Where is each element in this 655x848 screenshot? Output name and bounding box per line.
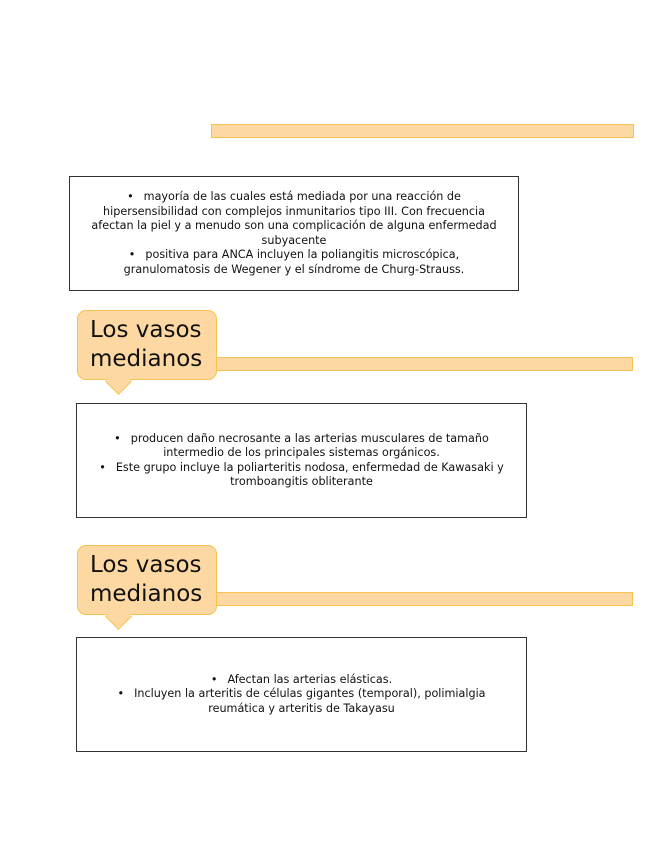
section3-bullet-2: • Incluyen la arteritis de células gigantes (temporal), polimialgia reumática y arteritis de Takayasu — [95, 687, 508, 716]
section3-bullet-1: • Afectan las arterias elásticas. — [95, 673, 508, 688]
section2-heading-line1: Los vasos — [90, 317, 202, 343]
section2-heading-line2: medianos — [90, 346, 203, 372]
section2-text-box — [76, 403, 527, 518]
section1-bullet-1: • mayoría de las cuales está mediada por una reacción de hipersensibilidad con complejos inmunitarios tipo III. Con frecuencia afectan la piel y a menudo son una complicación de alguna enfermedad subyacente — [88, 190, 500, 248]
section3-heading-line1: Los vasos — [90, 552, 202, 578]
section3-text-box — [76, 637, 527, 752]
section3-heading-line2: medianos — [90, 581, 203, 607]
section1-bullet-2: • positiva para ANCA incluyen la poliangitis microscópica, granulomatosis de Wegener y el síndrome de Churg-Strauss. — [88, 248, 500, 277]
section1-accent-band — [211, 124, 634, 138]
section3-accent-band — [205, 592, 633, 606]
section2-bullet-2: • Este grupo incluye la poliarteritis nodosa, enfermedad de Kawasaki y tromboangitis obliterante — [95, 461, 508, 490]
section3-heading-callout — [77, 545, 217, 615]
section2-heading-callout — [77, 310, 217, 380]
section2-bullet-list — [77, 432, 526, 490]
section1-bullet-list — [70, 190, 518, 277]
section1-text-box — [69, 176, 519, 291]
section2-accent-band — [205, 357, 633, 371]
section2-bullet-1: • producen daño necrosante a las arterias musculares de tamaño intermedio de los principales sistemas orgánicos. — [95, 432, 508, 461]
section3-bullet-list — [77, 673, 526, 717]
